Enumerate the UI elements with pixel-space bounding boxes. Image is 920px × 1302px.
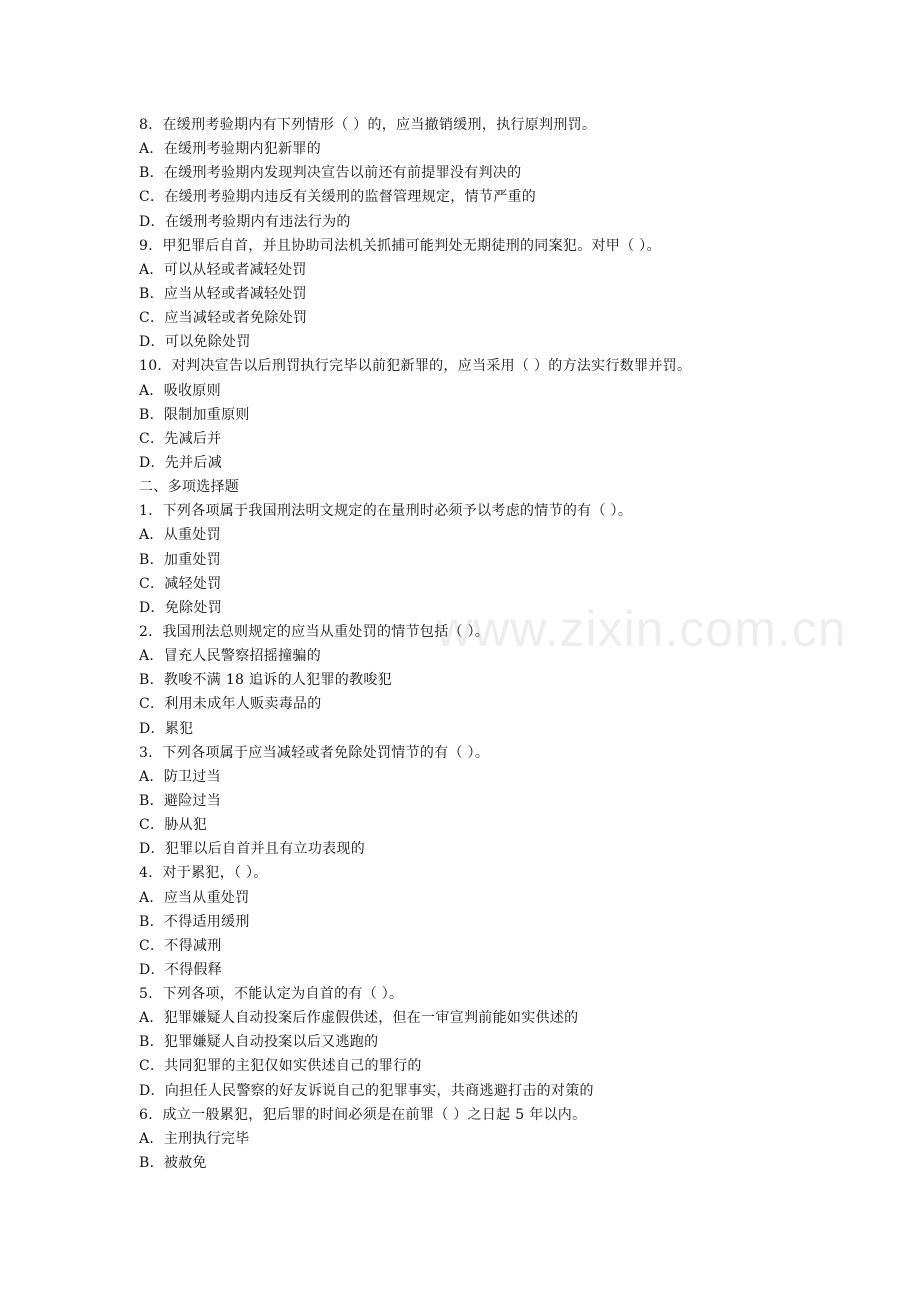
text-line: 2．我国刑法总则规定的应当从重处罚的情节包括（ ）。 [139,623,490,640]
text-line: B．限制加重原则 [139,406,250,423]
text-line: A．应当从重处罚 [139,889,250,906]
text-line: A．可以从轻或者减轻处罚 [139,261,307,278]
text-line: 1．下列各项属于我国刑法明文规定的在量刑时必须予以考虑的情节的有（ ）。 [139,503,633,520]
text-line: A．在缓刑考验期内犯新罪的 [139,141,322,158]
text-line: C．在缓刑考验期内违反有关缓刑的监督管理规定，情节严重的 [139,189,537,206]
text-line: D．可以免除处罚 [139,334,251,351]
text-line: A．犯罪嫌疑人自动投案后作虚假供述，但在一审宣判前能如实供述的 [139,1010,579,1027]
text-line: C．胁从犯 [139,817,208,834]
watermark: www.zixin.com.cn [436,601,847,657]
document-body [139,113,779,1175]
text-line: 8．在缓刑考验期内有下列情形（ ）的，应当撤销缓刑，执行原判刑罚。 [139,117,597,133]
text-line: D．犯罪以后自首并且有立功表现的 [139,841,366,858]
text-line: B．加重处罚 [139,551,222,568]
text-line: D．免除处罚 [139,599,223,616]
text-line: C．减轻处罚 [139,575,222,592]
text-line: D．向担任人民警察的好友诉说自己的犯罪事实，共商逃避打击的对策的 [139,1082,594,1099]
text-line: A．冒充人民警察招摇撞骗的 [139,648,322,665]
text-line: C．不得减刑 [139,937,222,954]
text-line: B．犯罪嫌疑人自动投案以后又逃跑的 [139,1034,379,1051]
text-line: C．共同犯罪的主犯仅如实供述自己的罪行的 [139,1058,422,1075]
text-line: B．被赦免 [139,1155,207,1172]
text-line: 9．甲犯罪后自首，并且协助司法机关抓捕可能判处无期徒刑的同案犯。对甲（ ）。 [139,237,661,254]
text-line: B．不得适用缓刑 [139,913,250,930]
text-line: 4．对于累犯，（ ）。 [139,865,268,882]
text-line: D．在缓刑考验期内有违法行为的 [139,213,351,230]
text-line: A．防卫过当 [139,768,221,785]
text-line: 二、多项选择题 [139,479,240,496]
text-line: D．不得假释 [139,961,223,978]
text-line: A．主刑执行完毕 [139,1130,250,1147]
text-line: 5．下列各项，不能认定为自首的有（ ）。 [139,986,404,1003]
text-line: 6．成立一般累犯，犯后罪的时间必须是在前罪（ ）之日起 5 年以内。 [139,1106,587,1123]
text-line: B．教唆不满 18 追诉的人犯罪的教唆犯 [139,672,393,689]
text-line: D．累犯 [139,720,194,737]
text-line: D．先并后减 [139,454,223,471]
text-line: C．利用未成年人贩卖毒品的 [139,696,322,713]
text-line: C．先减后并 [139,430,222,447]
text-line: B．避险过当 [139,792,222,809]
text-line: B．在缓刑考验期内发现判决宣告以前还有前提罪没有判决的 [139,165,522,182]
text-line: 3．下列各项属于应当减轻或者免除处罚情节的有（ ）。 [139,744,490,761]
text-line: A．吸收原则 [139,382,221,399]
text-line: B．应当从轻或者减轻处罚 [139,285,307,302]
text-line: A．从重处罚 [139,527,221,544]
text-line: 10．对判决宣告以后刑罚执行完毕以前犯新罪的，应当采用（ ）的方法实行数罪并罚。 [139,358,692,375]
text-line: C．应当减轻或者免除处罚 [139,310,308,327]
